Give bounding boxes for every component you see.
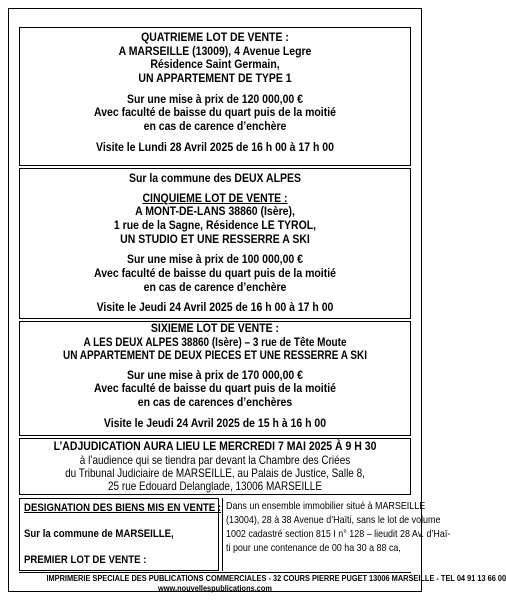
lot5-address: A MONT-DE-LANS 38860 (Isère), — [135, 204, 295, 219]
description-line: 1002 cadastré section 815 I n° 128 – lieudit 28 Av. d’Haï- — [226, 528, 451, 540]
lot5-baisse-2: en cas de carence d’enchère — [143, 279, 287, 294]
lot6-price: Sur une mise à prix de 170 000,00 € — [127, 367, 303, 382]
lot5-visit: Visite le Jeudi 24 Avril 2025 de 16 h 00 à 17 h 00 — [96, 300, 334, 315]
designation-box — [19, 498, 222, 571]
lot4-residence: Résidence Saint Germain, — [150, 57, 280, 72]
lot4-baisse-2: en cas de carence d’enchère — [143, 118, 287, 133]
designation-title: DESIGNATION DES BIENS MIS EN VENTE : — [24, 502, 222, 514]
lot5-commune: Sur la commune des DEUX ALPES — [128, 171, 302, 185]
description-line: ti pour une contenance de 00 ha 30 a 88 ca, — [226, 542, 401, 554]
printer-website: www.nouvellespublications.com — [158, 582, 272, 593]
lot6-property: UN APPARTEMENT DE DEUX PIECES ET UNE RESSERRE A SKI — [63, 348, 367, 362]
lot4-price: Sur une mise à prix de 120 000,00 € — [127, 91, 303, 106]
lot6-baisse-2: en cas de carences d’enchères — [137, 394, 293, 409]
lot4-address: A MARSEILLE (13009), 4 Avenue Legre — [118, 43, 312, 58]
adjudication-date: L’ADJUDICATION AURA LIEU LE MERCREDI 7 MAI 2025 À 9 H 30 — [53, 439, 377, 453]
description-line: (13004), 28 à 38 Avenue d’Haïti, sans le lot de volume — [226, 514, 441, 526]
lot4-baisse-1: Avec faculté de baisse du quart puis de la moitié — [94, 105, 336, 120]
designation-commune: Sur la commune de MARSEILLE, — [24, 528, 174, 540]
adjudication-chamber: à l’audience qui se tiendra par devant la Chambre des Criées — [79, 453, 351, 467]
lot5-baisse-1: Avec faculté de baisse du quart puis de la moitié — [94, 265, 336, 280]
lot4-property: UN APPARTEMENT DE TYPE 1 — [138, 70, 292, 85]
lot6-visit: Visite le Jeudi 24 Avril 2025 de 15 h à 16 h 00 — [103, 415, 327, 430]
adjudication-section — [19, 438, 411, 495]
lot4-section — [19, 27, 411, 166]
lot4-title: QUATRIEME LOT DE VENTE : — [141, 30, 289, 44]
lot5-section — [19, 168, 411, 319]
lot6-title: SIXIEME LOT DE VENTE : — [150, 321, 280, 335]
description-line: Dans un ensemble immobilier situé à MARSEILLE — [226, 501, 426, 512]
designation-lot: PREMIER LOT DE VENTE : — [24, 554, 147, 566]
property-description — [222, 498, 451, 571]
lot6-baisse-1: Avec faculté de baisse du quart puis de la moitié — [94, 381, 336, 396]
lot6-section — [19, 321, 411, 436]
lot4-visit: Visite le Lundi 28 Avril 2025 de 16 h 00 à 17 h 00 — [96, 139, 334, 154]
lot5-title: CINQUIEME LOT DE VENTE : — [142, 190, 288, 205]
lot5-price: Sur une mise à prix de 100 000,00 € — [127, 252, 303, 267]
printer-footer — [19, 572, 506, 594]
adjudication-tribunal: du Tribunal Judiciaire de MARSEILLE, au Palais de Justice, Salle 8, — [65, 466, 365, 480]
lot6-address: A LES DEUX ALPES 38860 (Isère) – 3 rue de Tête Moute — [83, 335, 347, 349]
printer-info: IMPRIMERIE SPECIALE DES PUBLICATIONS COMMERCIALES - 32 COURS PIERRE PUGET 13006 MARSEILLE - TEL 04 91 13 66 00 — [46, 573, 506, 583]
notice-page — [8, 8, 506, 593]
lot5-residence: 1 rue de la Sagne, Résidence LE TYROL, — [113, 217, 317, 232]
lot5-property: UN STUDIO ET UNE RESSERRE A SKI — [120, 231, 310, 246]
adjudication-address: 25 rue Edouard Delanglade, 13006 MARSEILLE — [108, 479, 322, 493]
